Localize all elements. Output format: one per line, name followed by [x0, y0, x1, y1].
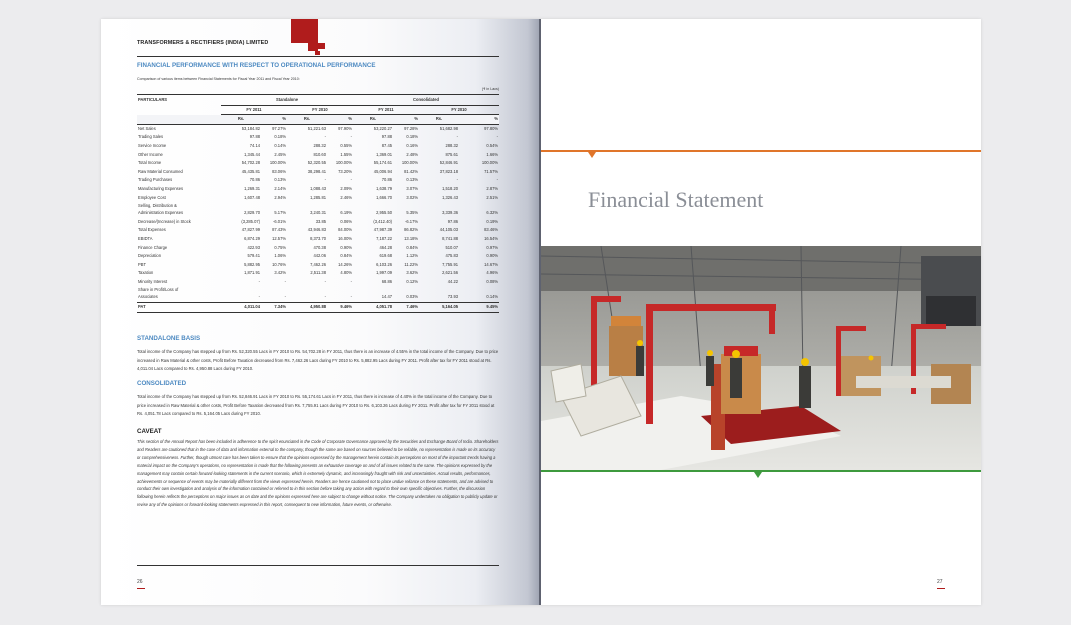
page-title: Financial Statement — [588, 187, 764, 212]
table-cell: 55,174.61 — [373, 160, 393, 166]
factory-photo — [541, 246, 981, 470]
table-cell: 73.20% — [338, 168, 353, 174]
table-cell: 3.42% — [274, 270, 286, 276]
table-cell: 475.83 — [445, 253, 459, 259]
consolidated-paragraph: Total income of the Company has stepped up from Rs. 52,846.91 Lacs in FY 2010 to Rs. 55,174.61 Lacs in FY 2011, thus there is increase of 4.40% in the total income of the Company. Due to price increased in Raw Material & other costs, Profit Before Taxation decreased from Rs. 7,755.91 Lacs during FY 2010 to Rs. 6,103.26 Lacs during FY 2011. Profit after tax for FY 2011 stood at Rs. 4,051.78 Lacs compared to Rs. 5,164.05 Lacs during FY 2010. — [137, 394, 495, 416]
table-cell: 100.00% — [481, 160, 499, 166]
table-cell: 53,220.27 — [373, 125, 393, 131]
table-cell: 875.61 — [445, 151, 459, 157]
table-cell: 8,741.88 — [442, 235, 459, 241]
table-cell: (3,285.07) — [241, 218, 260, 224]
row-label: Raw Material Consumed — [138, 168, 183, 174]
table-cell: 2,511.38 — [310, 270, 326, 276]
table-cell: 97.90% — [338, 125, 353, 131]
table-year-header — [137, 105, 499, 115]
table-cell: 0.14% — [486, 294, 499, 300]
year-header: FY 2011 — [353, 105, 419, 115]
intro-text: Comparison of various items between Financial Statements for Fiscal Year 2011 and Fiscal Year 2010: — [137, 77, 300, 81]
table-cell: 2,955.50 — [376, 210, 393, 216]
sub-header: % — [261, 115, 287, 125]
table-cell: 14.47 — [381, 294, 393, 300]
table-top-rule — [137, 94, 499, 95]
table-cell — [327, 286, 353, 293]
company-name: TRANSFORMERS & RECTIFIERS (INDIA) LIMITED — [137, 40, 269, 46]
table-cell: - — [496, 134, 499, 140]
table-row — [137, 133, 499, 142]
table-cell: 0.12% — [406, 278, 419, 284]
row-label: Trading Sales — [138, 134, 164, 140]
table-cell: 12.57% — [272, 235, 286, 241]
row-label: PAT — [137, 303, 221, 313]
table-cell: 2.14% — [274, 185, 286, 191]
table-row — [137, 261, 499, 270]
caveat-paragraph: This section of the Annual Report has been included in adherence to the spirit enunciated in the Code of Corporate Governance approved by the Securities and Exchange Board of India. Shareholders and Readers are cautioned that in the case of data and information external to the company, though the same are based on sources believed to be reliable, no representation is made on its accuracy or comprehensiveness. Further, though utmost care has been taken to ensure that the opinions expressed by the management herein contain its perceptions on most of the important trends having a material impact on the Company's operations, no representation is made that the following presents an exhaustive coverage on and of all issues related to the same. The opinions expressed by the management may contain certain forward-looking statements in the current scenario, which is extremely dynamic, and increasingly fraught with risk and uncertainties. Actual results, performances, achievements or sequence of events may be materially different from the views expressed herein. Readers are hence cautioned not to place undue reliance on these statements, and are advised to conduct their own investigation and analysis of the information contained or referred to in this section before taking any action with regard to their own specific objectives. Further, the discussion following herein reflects the perceptions on major issues as on date and the opinions expressed here are subject to change without notice. The Company undertakes no obligation to publicly update or revise any of the opinions or forward-looking statements expressed in this report, consequent to new information, future events, or otherwise. — [137, 439, 499, 508]
table-cell: 1.55% — [340, 151, 353, 157]
table-cell: - — [350, 278, 353, 284]
standalone-header: Standalone — [221, 96, 353, 105]
table-cell: 6,874.29 — [244, 235, 260, 241]
year-header: FY 2010 — [287, 105, 353, 115]
table-cell: 5,882.95 — [244, 261, 260, 267]
table-cell: 1.12% — [406, 253, 419, 259]
table-cell: 6,103.26 — [376, 261, 393, 267]
table-cell: 43,946.83 — [307, 227, 326, 233]
table-cell: 16.54% — [484, 235, 499, 241]
table-cell: 47,987.39 — [373, 227, 393, 233]
table-cell: 2.45% — [274, 151, 286, 157]
table-cell: 0.84% — [406, 244, 419, 250]
table-cell: 3.07% — [406, 185, 419, 191]
row-label: Employee Cost — [138, 194, 166, 200]
table-cell: 100.00% — [401, 160, 419, 166]
table-cell: 14.26% — [338, 261, 353, 267]
table-cell: 1,285.81 — [310, 194, 326, 200]
table-cell: - — [496, 177, 499, 183]
table-cell — [459, 202, 499, 209]
table-cell: 1,345.44 — [244, 151, 260, 157]
table-cell — [287, 286, 327, 293]
table-cell: 97.88 — [381, 134, 393, 140]
table-row — [137, 303, 499, 313]
table-cell: 0.08% — [486, 278, 499, 284]
year-header: FY 2010 — [419, 105, 499, 115]
table-cell: 37,823.18 — [439, 168, 459, 174]
consolidated-header: Consolidated — [353, 96, 499, 105]
orange-pointer — [588, 152, 596, 158]
table-cell: 422.93 — [247, 244, 260, 250]
row-label: PBT — [138, 261, 146, 267]
sub-header: Rs. — [221, 115, 261, 125]
table-cell: 8,373.70 — [310, 235, 326, 241]
table-cell: 2.94% — [274, 194, 286, 200]
page-number-underline — [937, 588, 945, 589]
table-cell: 52,846.91 — [439, 160, 459, 166]
table-cell: 70.86 — [381, 177, 393, 183]
table-cell: 11.22% — [404, 261, 419, 267]
table-cell: - — [350, 294, 353, 300]
page-number-left: 26 — [137, 579, 143, 585]
table-row — [137, 202, 499, 209]
table-cell: 3.62% — [406, 270, 419, 276]
table-cell: 47,827.99 — [241, 227, 260, 233]
table-cell: 1,088.43 — [310, 185, 326, 191]
header-rule — [137, 56, 499, 57]
table-cell — [459, 286, 499, 293]
table-sub-header — [137, 115, 499, 125]
table-cell — [393, 202, 419, 209]
table-cell: 52,320.55 — [307, 160, 326, 166]
sub-header: % — [459, 115, 499, 125]
table-cell: 97.28% — [404, 125, 419, 131]
table-cell: 0.75% — [274, 244, 286, 250]
table-cell: 3,240.31 — [310, 210, 326, 216]
table-cell: 44,105.03 — [439, 227, 459, 233]
table-cell: 2,829.70 — [244, 210, 260, 216]
table-cell — [261, 286, 287, 293]
row-label: Other Income — [138, 151, 163, 157]
table-row — [137, 218, 499, 227]
table-group-header — [137, 96, 499, 105]
table-cell: 9.46% — [327, 303, 353, 313]
table-cell: 0.19% — [486, 218, 499, 224]
table-cell: 0.13% — [406, 177, 419, 183]
sub-header: Rs. — [287, 115, 327, 125]
orange-divider — [541, 150, 981, 152]
row-label: Finance Charge — [138, 244, 168, 250]
table-cell: 1,997.09 — [376, 270, 393, 276]
table-cell: 97.27% — [272, 125, 286, 131]
caveat-heading: CAVEAT — [137, 428, 162, 435]
consolidated-heading: CONSOLIDATED — [137, 380, 187, 387]
table-cell — [419, 202, 459, 209]
table-cell: 810.60 — [313, 151, 326, 157]
table-cell: 0.18% — [274, 134, 286, 140]
row-label: Associates — [138, 294, 158, 300]
sub-header: % — [327, 115, 353, 125]
table-cell: 0.16% — [406, 142, 419, 148]
table-cell: - — [324, 134, 326, 140]
table-cell: - — [456, 177, 459, 183]
table-cell: 44.22 — [447, 278, 459, 284]
row-label: Decrease/(Increase) in Stock — [138, 218, 191, 224]
table-cell: 33.85 — [315, 218, 326, 224]
table-cell: 5.35% — [406, 210, 419, 216]
table-cell: - — [324, 294, 326, 300]
table-cell: 2.48% — [406, 151, 419, 157]
table-cell: 86.82% — [404, 227, 419, 233]
table-cell: 1,326.43 — [442, 194, 459, 200]
table-body — [137, 124, 499, 312]
table-cell: 4,051.78 — [353, 303, 393, 313]
table-cell: 87.43% — [272, 227, 286, 233]
row-label: Net Sales — [138, 125, 156, 131]
table-cell: 1.66% — [486, 151, 499, 157]
table-cell: 1.06% — [274, 253, 286, 259]
table-cell: 288.32 — [313, 142, 326, 148]
row-label: Minority Interest — [138, 278, 168, 284]
table-cell — [353, 286, 393, 293]
table-row — [137, 293, 499, 302]
table-row — [137, 244, 499, 253]
table-cell: 83.46% — [484, 227, 499, 233]
table-row — [137, 226, 499, 235]
table-cell: 5.17% — [274, 210, 286, 216]
table-cell: 464.28 — [379, 244, 393, 250]
table-cell: 51,682.98 — [439, 125, 459, 131]
row-label: Selling, Distribution & — [138, 203, 177, 209]
table-cell: 1,607.48 — [244, 194, 260, 200]
left-page — [101, 19, 541, 605]
table-cell: - — [258, 278, 260, 284]
table-cell: 619.68 — [379, 253, 393, 259]
table-cell: 6.32% — [486, 210, 499, 216]
row-label: Depreciation — [138, 253, 161, 259]
table-cell: 10.76% — [272, 261, 286, 267]
table-cell: 0.54% — [486, 142, 499, 148]
table-cell — [353, 202, 393, 209]
table-cell: 0.55% — [340, 142, 353, 148]
table-cell: 4,011.04 — [221, 303, 261, 313]
table-cell: 14.67% — [484, 261, 499, 267]
table-cell: 5,164.05 — [419, 303, 459, 313]
table-cell: 0.06% — [340, 218, 353, 224]
row-label: Manufacturing Expenses — [138, 185, 184, 191]
table-cell: 51,221.63 — [307, 125, 326, 131]
green-pointer — [754, 472, 762, 478]
table-cell: 0.13% — [274, 177, 286, 183]
table-cell: 84.00% — [338, 227, 353, 233]
table-cell: 83.06% — [272, 168, 286, 174]
table-cell: 0.18% — [406, 134, 419, 140]
table-cell: 3,339.36 — [442, 210, 459, 216]
table-cell: - — [324, 278, 326, 284]
section-heading: FINANCIAL PERFORMANCE WITH RESPECT TO OPERATIONAL PERFORMANCE — [137, 62, 376, 69]
table-cell: 4.80% — [340, 270, 353, 276]
table-cell: 6.19% — [340, 210, 353, 216]
table-cell: 97.88 — [249, 134, 260, 140]
table-cell: - — [258, 294, 260, 300]
unit-label: (₹ in Lacs) — [481, 87, 499, 91]
table-cell: 87.45 — [381, 142, 393, 148]
table-cell: 16.00% — [338, 235, 353, 241]
footer-rule — [137, 565, 499, 566]
table-cell — [327, 202, 353, 209]
table-row — [137, 168, 499, 177]
table-cell: (3,412.40) — [373, 218, 393, 224]
table-cell: 0.84% — [340, 253, 353, 259]
table-cell: 2.09% — [340, 185, 353, 191]
table-cell: - — [350, 134, 353, 140]
row-label: Total Income — [138, 160, 162, 166]
table-cell: 70.86 — [249, 177, 260, 183]
table-cell: 97.86 — [447, 218, 459, 224]
table-cell — [221, 286, 261, 293]
table-cell: 71.57% — [484, 168, 499, 174]
financial-comparison-table — [137, 96, 499, 313]
table-cell: 7.46% — [393, 303, 419, 313]
table-row — [137, 159, 499, 168]
table-cell: 2.51% — [486, 194, 499, 200]
table-cell: 2.46% — [340, 194, 353, 200]
row-label: Taxation — [138, 270, 154, 276]
table-cell: 1,666.70 — [376, 194, 393, 200]
table-cell: - — [350, 177, 353, 183]
standalone-heading: STANDALONE BASIS — [137, 335, 201, 342]
table-cell: 68.86 — [381, 278, 393, 284]
table-cell: 13.18% — [404, 235, 419, 241]
table-row — [137, 252, 499, 261]
table-cell: 100.00% — [335, 160, 353, 166]
sub-header: % — [393, 115, 419, 125]
table-cell: 9.45% — [459, 303, 499, 313]
table-cell: 7,187.22 — [376, 235, 393, 241]
table-cell: -6.17% — [405, 218, 419, 224]
table-row — [137, 278, 499, 287]
table-cell: 81.42% — [404, 168, 419, 174]
sub-header: Rs. — [353, 115, 393, 125]
table-cell: 0.03% — [406, 294, 419, 300]
table-cell: 288.32 — [445, 142, 459, 148]
table-cell: 74.14 — [249, 142, 260, 148]
table-cell: 0.97% — [486, 244, 499, 250]
table-cell: 7,462.26 — [310, 261, 326, 267]
table-row — [137, 124, 499, 133]
row-label: Administration Expenses — [138, 210, 184, 216]
table-cell — [221, 202, 261, 209]
table-cell: 54,702.28 — [241, 160, 260, 166]
table-cell: - — [456, 134, 459, 140]
table-cell: 73.93 — [447, 294, 459, 300]
table-cell: 1,269.31 — [244, 185, 260, 191]
table-cell: 100.00% — [269, 160, 286, 166]
table-cell: 2,621.56 — [442, 270, 459, 276]
row-label: Share in Profit/Loss of — [138, 287, 179, 293]
table-cell — [261, 202, 287, 209]
table-cell: 470.38 — [313, 244, 326, 250]
table-cell: - — [324, 177, 326, 183]
table-cell: 4,950.88 — [287, 303, 327, 313]
table-cell: 1,518.20 — [442, 185, 459, 191]
row-label: Total Expenses — [138, 227, 166, 233]
table-row — [137, 176, 499, 185]
table-cell: 0.90% — [486, 253, 499, 259]
sub-header: Rs. — [419, 115, 459, 125]
table-cell: 1,871.91 — [244, 270, 260, 276]
table-cell: 7.34% — [261, 303, 287, 313]
particulars-header: PARTICULARS — [138, 97, 168, 103]
table-cell: - — [284, 278, 286, 284]
table-row — [137, 142, 499, 151]
table-cell — [287, 202, 327, 209]
table-row — [137, 235, 499, 244]
table-cell: - — [284, 294, 286, 300]
table-cell: 442.06 — [313, 253, 326, 259]
row-label: Trading Purchases — [138, 177, 173, 183]
table-cell — [393, 286, 419, 293]
page-number-right: 27 — [937, 579, 943, 585]
right-page — [541, 19, 981, 605]
table-cell: 97.80% — [484, 125, 499, 131]
table-cell: 4.96% — [486, 270, 499, 276]
table-cell: 579.41 — [247, 253, 260, 259]
table-cell: 53,184.82 — [241, 125, 260, 131]
table-cell: 2.87% — [486, 185, 499, 191]
row-label: Service Income — [138, 142, 167, 148]
row-label: EBIDTA — [138, 235, 153, 241]
table-cell — [419, 286, 459, 293]
table-row — [137, 209, 499, 218]
table-cell: 45,006.94 — [373, 168, 393, 174]
table-row — [137, 269, 499, 278]
table-row — [137, 194, 499, 203]
table-cell: 45,435.81 — [241, 168, 260, 174]
table-cell: 38,298.41 — [307, 168, 326, 174]
standalone-paragraph: Total income of the Company has stepped up from Rs. 52,320.55 Lacs in FY 2010 to Rs. 54,702.28 in FY 2011, thus there is an increase of 4.55% in the total income of the Company. Due to price increased in Raw Material & other costs, Profit Before Taxation decreased from Rs. 7,462.26 Lacs during FY 2010 to Rs. 5,882.95 Lacs during FY 2011. Profit after tax for FY 2011 stood at Rs. 4,011.04 Lacs compared to Rs. 4,950.88 Lacs during FY 2010. — [137, 349, 499, 371]
table-row — [137, 151, 499, 160]
table-cell: 7,755.91 — [442, 261, 459, 267]
page-number-underline — [137, 588, 145, 589]
table-row — [137, 286, 499, 293]
table-cell: -6.01% — [273, 218, 286, 224]
table-cell: 0.90% — [340, 244, 353, 250]
table-cell: 3.02% — [406, 194, 419, 200]
table-cell: 1,638.79 — [376, 185, 393, 191]
table-row — [137, 185, 499, 194]
table-cell: 1,369.01 — [376, 151, 393, 157]
table-cell: 510.07 — [445, 244, 459, 250]
table-cell: 0.14% — [274, 142, 286, 148]
year-header: FY 2011 — [221, 105, 287, 115]
